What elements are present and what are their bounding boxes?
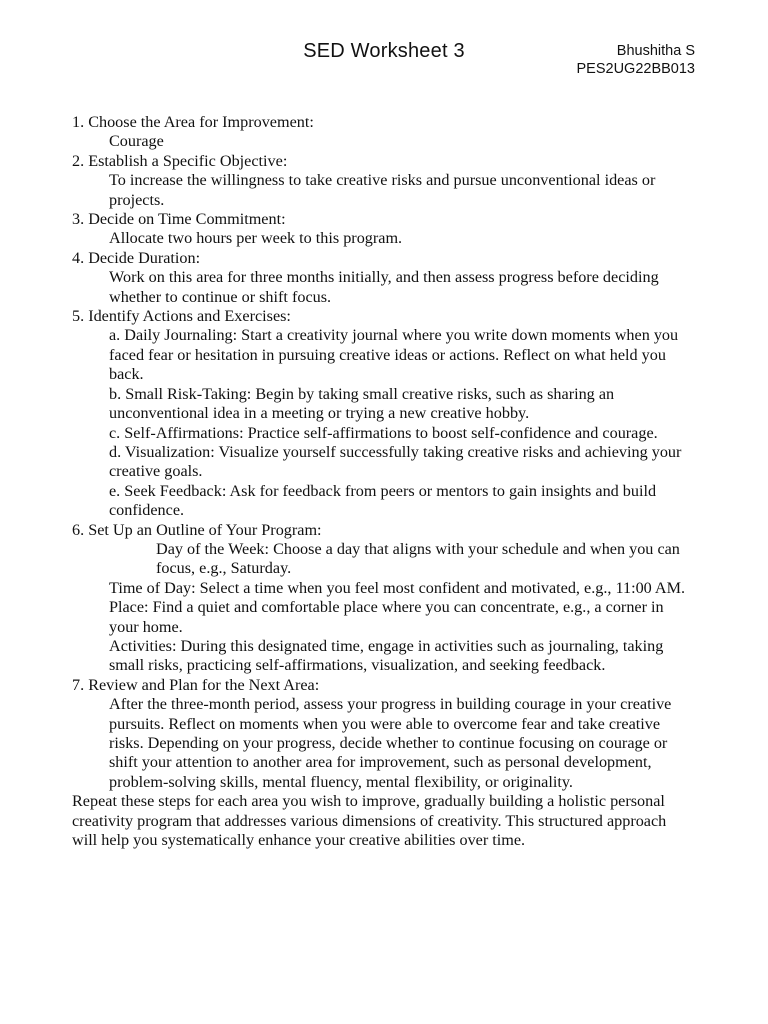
section-1-body: Courage: [109, 132, 164, 151]
outline-activities: Activities: During this designated time, engage in activities such as journaling, taking small risks, practicing self-affirmations, visualization, and seeking feedback.: [109, 636, 664, 675]
section-3-body: Allocate two hours per week to this program.: [109, 229, 403, 248]
exercise-seek-feedback: e. Seek Feedback: Ask for feedback from peers or mentors to gain insights and build confidence.: [109, 481, 657, 520]
section-2-body: To increase the willingness to take creative risks and pursue unconventional ideas or projects.: [109, 171, 656, 209]
closing-paragraph: Repeat these steps for each area you wish to improve, gradually building a holistic personal creativity program that addresses various dimensions of creativity. This structured approach will help you systematically enhance your creative abilities over time.: [72, 792, 667, 850]
section-4-heading: 4. Decide Duration:: [72, 248, 201, 267]
exercise-small-risk-taking: b. Small Risk-Taking: Begin by taking small creative risks, such as sharing an unconventional idea in a meeting or trying a new creative hobby.: [109, 384, 615, 423]
author-id: PES2UG22BB013: [576, 61, 695, 77]
section-5-heading: 5. Identify Actions and Exercises:: [72, 307, 291, 326]
section-4-body: Work on this area for three months initially, and then assess progress before deciding whether to continue or shift focus.: [109, 268, 659, 306]
section-2-heading: 2. Establish a Specific Objective:: [72, 151, 288, 170]
author-block: [577, 42, 696, 78]
section-3-heading: 3. Decide on Time Commitment:: [72, 210, 286, 229]
section-7-body: After the three-month period, assess your progress in building courage in your creative pursuits. Reflect on moments when you were able to overcome fear and take creative risks. Depending on your progress, decide whether to continue focusing on courage or shift your attention to another area for improvement, such as personal development, problem-solving skills, mental fluency, mental flexibility, or originality.: [109, 695, 672, 791]
exercise-self-affirmations: c. Self-Affirmations: Practice self-affirmations to boost self-confidence and courage.: [109, 423, 658, 442]
section-7-heading: 7. Review and Plan for the Next Area:: [72, 675, 320, 694]
section-1-heading: 1. Choose the Area for Improvement:: [72, 113, 314, 131]
outline-place: Place: Find a quiet and comfortable place where you can concentrate, e.g., a corner in your home.: [109, 598, 664, 636]
outline-time-of-day: Time of Day: Select a time when you feel most confident and motivated, e.g., 11:00 AM.: [109, 578, 686, 597]
worksheet-body: [72, 113, 692, 850]
document-title: SED Worksheet 3: [303, 40, 465, 62]
author-name: Bhushitha S: [616, 43, 695, 59]
section-6-heading: 6. Set Up an Outline of Your Program:: [72, 520, 322, 539]
outline-day-of-week: Day of the Week: Choose a day that aligns with your schedule and when you can focus, e.g., Saturday.: [156, 539, 680, 578]
exercise-visualization: d. Visualization: Visualize yourself successfully taking creative risks and achieving your creative goals.: [109, 442, 682, 481]
exercise-daily-journaling: a. Daily Journaling: Start a creativity journal where you write down moments when you faced fear or hesitation in pursuing creative ideas or actions. Reflect on what held you back.: [109, 326, 679, 384]
